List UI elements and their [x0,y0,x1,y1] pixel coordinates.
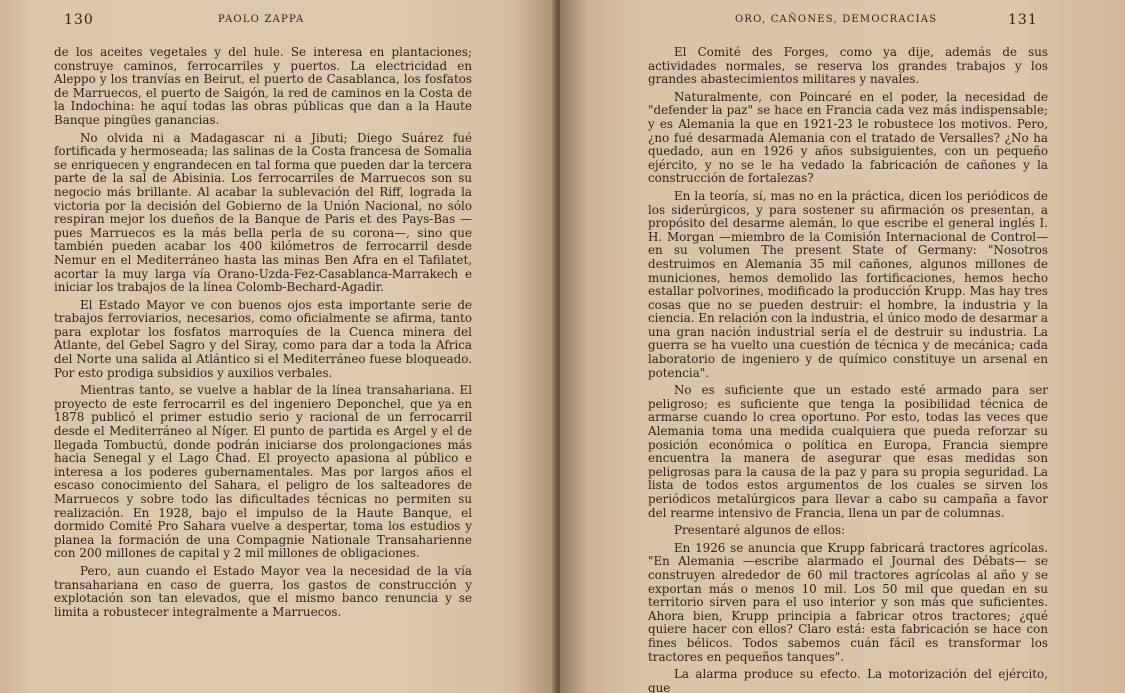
left-page-body [54,46,472,623]
paragraph: Presentaré algunos de ellos: [674,523,846,538]
paragraph: El Comité des Forges, como ya dije, además de sus actividades normales, se reserva los grandes trabajos y los grandes abastecimientos militares y navales. [648,45,1048,87]
paragraph: Naturalmente, con Poincaré en el poder, la necesidad de "defender la paz" se hace en Francia cada vez más indispensable; y es Alemania la que en 1921-23 le robustece los motivos. Pero, ¿no fué desarmada Alemania con el tratado de Versalles? ¿No ha quedado, aun en 1926 y años subsiguientes, con un pequeño ejército, y no se le ha vedado la fabricación de cañones y la construcción de fortalezas? [648,89,1048,186]
paragraph: No olvida ni a Madagascar ni a Jibuti; Diego Suárez fué fortificada y hermoseada; las salinas de la Costa francesa de Somalia se enriquecen y engrandecen en tal forma que pueden dar la tercera parte de la sal de Abisinia. Los ferrocarriles de Marruecos son su negocio más brillante. Al acabar la sublevación del Riff, lograda la victoria por la decisión del Gobierno de la Unión Nacional, no sólo respiran mejor los dueños de la Banque de Paris et des Pays-Bas —pues Marruecos es la más bella perla de su corona—, sino que también pueden acabar los 400 kilómetros de ferrocarril desde Nemur en el Mediterráneo hasta las minas Ben Afra en el Tafilatet, acortar la muy larga vía Orano-Uzda-Fez-Casablanca-Marrakech e iniciar los trabajos de la línea Colomb-Bechard-Agadir. [54,130,472,295]
paragraph: El Estado Mayor ve con buenos ojos esta importante serie de trabajos ferroviarios, necesarios, como oficialmente se afirma, tanto para explotar los fosfatos marroquíes de la Cuenca minera del Atlante, del Gebel Sagro y del Siray, como para dar a toda la Africa del Norte una salida al Atlántico si el Mediterráneo fuese bloqueado. Por esto prodiga subsidios y auxilios verbales. [54,297,472,380]
right-page [560,0,1125,693]
left-page [0,0,556,693]
paragraph: En 1926 se anuncia que Krupp fabricará tractores agrícolas. "En Alemania —escribe alarmado el Journal des Débats— se construyen alrededor de 60 mil tractores agrícolas al año y se exportan más o menos 10 mil. Los 50 mil que quedan en su territorio sirven para el uso interior y son más que suficientes. Ahora bien, Krupp principia a fabricar otros tractores; ¿qué quiere hacer con ellos? Claro está: esta fabricación se hace con fines bélicos. Todos sabemos cuán fácil es transformar los tractores en pequeños tanques". [648,540,1048,664]
paragraph: Pero, aun cuando el Estado Mayor vea la necesidad de la vía transahariana en caso de guerra, los gastos de construcción y explotación son tan elevados, que el mismo banco renuncia y se limita a robustecer integralmente a Marruecos. [54,563,472,619]
left-page-header [0,12,556,32]
page-number: 131 [1008,12,1038,28]
page-number: 130 [64,12,94,28]
paragraph: La alarma produce su efecto. La motorización del ejército, que [648,667,1048,693]
running-head: PAOLO ZAPPA [218,14,305,25]
running-head: ORO, CAÑONES, DEMOCRACIAS [735,14,938,25]
right-page-header [560,12,1125,32]
paragraph: En la teoría, sí, mas no en la práctica, dicen los periódicos de los siderúrgicos, y para sostener su afirmación os presentan, a propósito del desarme alemán, lo que escribe el general inglés I. H. Morgan —miembro de la Comisión Internacional de Control— en su volumen The present State of Germany: "Nosotros destruimos en Alemania 35 mil cañones, algunos millones de municiones, hemos demolido las fortificaciones, hemos hecho estallar polvorines, modificado la producción Krupp. Mas hay tres cosas que no se pueden destruir: el hombre, la industria y la ciencia. En relación con la industria, el único modo de desarmar a una gran nación industrial sería el de destruir su industria. La guerra se ha vuelto una cuestión de técnica y de mecánica; cada laboratorio de ingeniero y de químico constituye un arsenal en potencia". [648,188,1048,380]
paragraph: Mientras tanto, se vuelve a hablar de la línea transahariana. El proyecto de este ferrocarril es del ingeniero Deponchel, que ya en 1878 publicó el primer estudio serio y racional de un ferrocarril desde el Mediterráneo al Níger. El punto de partida es Argel y el de llegada Tombuctú, donde podrán iniciarse dos prolongaciones más hacia Senegal y el Lago Chad. El proyecto apasiona al público e interesa a los poderes gubernamentales. Mas por largos años el escaso conocimiento del Sahara, el peligro de los salteadores de Marruecos y sobre todo las dificultades técnicas no permiten su realización. En 1928, bajo el impulso de la Haute Banque, el dormido Comité Pro Sahara vuelve a despertar, toma los estudios y planea la formación de una Compagnie Nationale Transaharienne con 200 millones de capital y 2 mil millones de obligaciones. [54,383,472,561]
paragraph: No es suficiente que un estado esté armado para ser peligroso; es suficiente que tenga la posibilidad técnica de armarse cuando lo crea oportuno. Por esto, todas las veces que Alemania toma una medida cualquiera que pueda reforzar su posición económica o política en Europa, Francia siempre encuentra la manera de asegurar que esas medidas son peligrosas para la causa de la paz y para su propia seguridad. La lista de todos estos argumentos de los cuales se sirven los periódicos metalúrgicos para llevar a cabo su campaña a favor del rearme intensivo de Francia, llena un par de columnas. [648,383,1048,520]
right-page-body [648,46,1048,693]
paragraph: de los aceites vegetales y del hule. Se interesa en plantaciones; construye caminos, ferrocarriles y puertos. La electricidad en Aleppo y los tranvías en Beirut, el puerto de Casablanca, los fosfatos de Marruecos, el puerto de Saigón, la red de caminos en la Costa de la Indochina: he aquí todas las obras públicas que dan a la Haute Banque pingües ganancias. [54,45,472,127]
